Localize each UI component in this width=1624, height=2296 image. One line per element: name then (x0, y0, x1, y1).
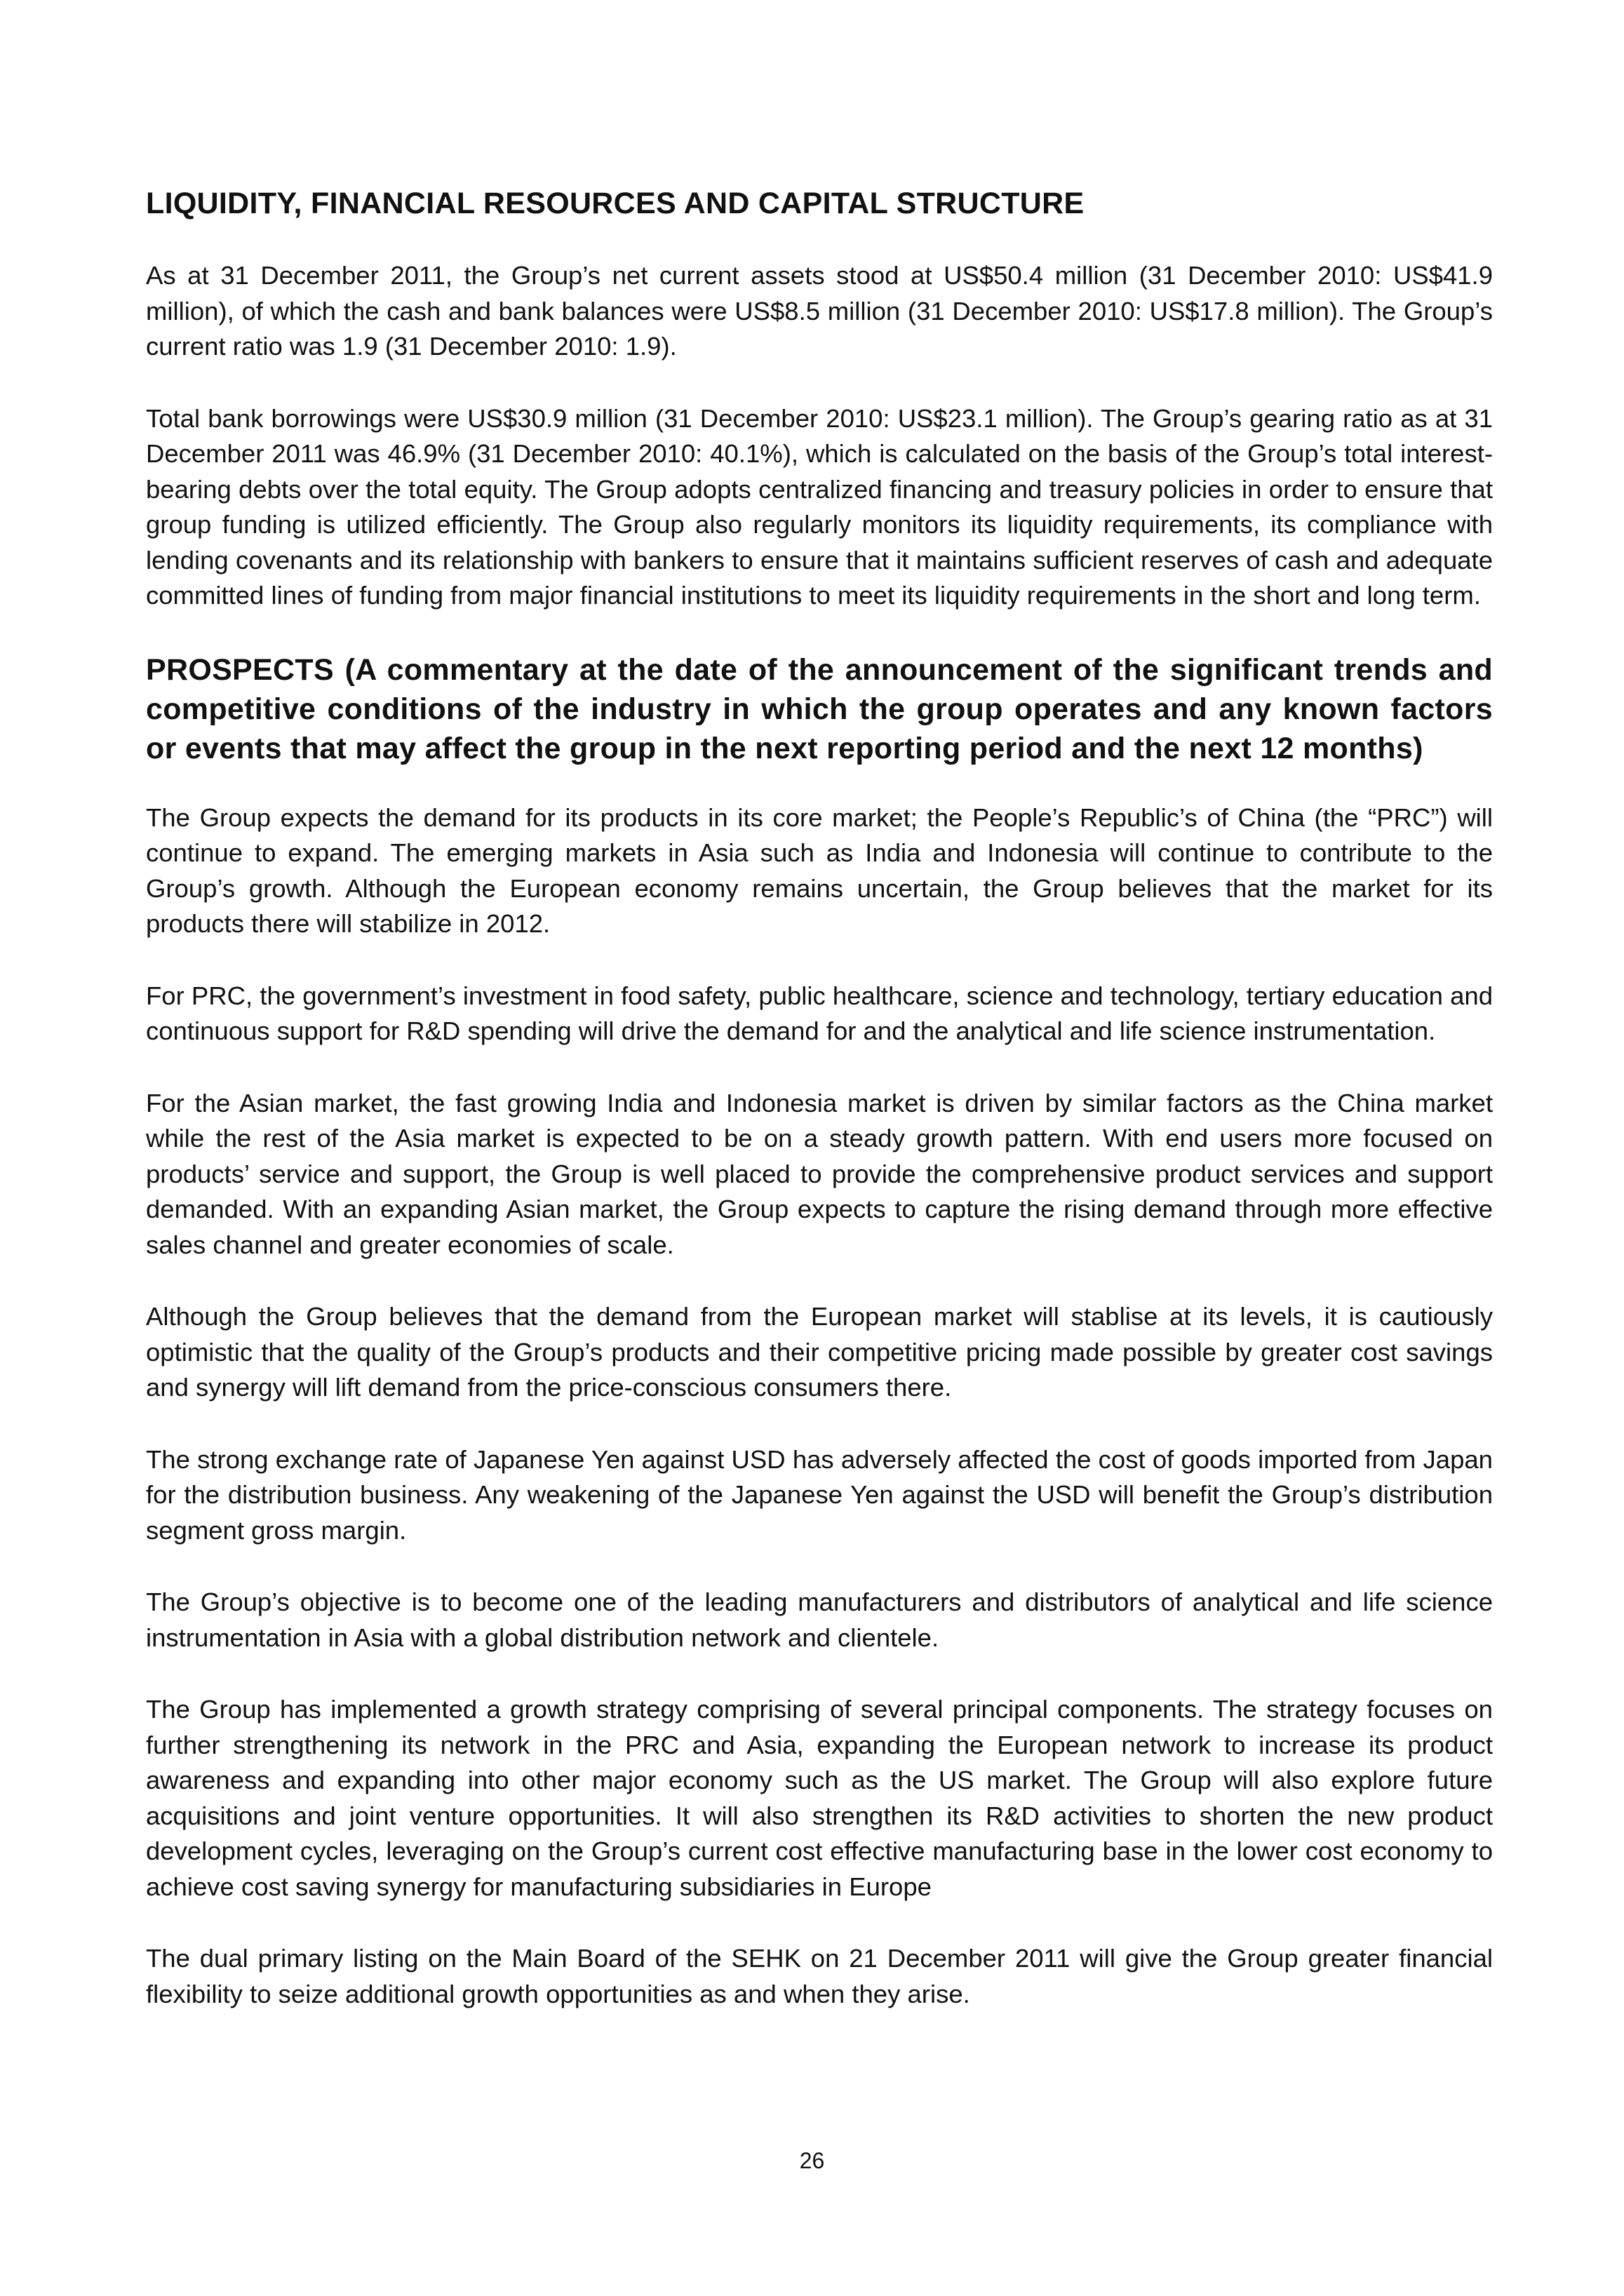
section-heading-prospects: PROSPECTS (A commentary at the date of the announcement of the significant trends and competitive conditions of the industry in which the group operates and any known factors or events that may affect the group in the next reporting period and the next 12 months) (146, 652, 1493, 765)
paragraph-bank-borrowings: Total bank borrowings were US$30.9 million (31 December 2010: US$23.1 million). The Group’s gearing ratio as at 31 December 2011 was 46.9% (31 December 2010: 40.1%), which is calculated on the basis of the Group’s total interest-bearing debts over the total equity. The Group adopts centralized financing and treasury policies in order to ensure that group funding is utilized efficiently. The Group also regularly monitors its liquidity requirements, its compliance with lending covenants and its relationship with bankers to ensure that it maintains sufficient reserves of cash and adequate committed lines of funding from major financial institutions to meet its liquidity requirements in the short and long term. (146, 403, 1493, 610)
document-page (146, 184, 1493, 2048)
paragraph-exchange-rate: The strong exchange rate of Japanese Yen against USD has adversely affected the cost of goods imported from Japan for the distribution business. Any weakening of the Japanese Yen against the USD will benefit the Group’s distribution segment gross margin. (146, 1444, 1493, 1545)
paragraph-net-current-assets: As at 31 December 2011, the Group’s net current assets stood at US$50.4 million (31 December 2010: US$41.9 million), of which the cash and bank balances were US$8.5 million (31 December 2010: US$17.8 million). The Group’s current ratio was 1.9 (31 December 2010: 1.9). (146, 261, 1493, 361)
page-number: 26 (799, 2148, 825, 2173)
paragraph-growth-strategy: The Group has implemented a growth strategy comprising of several principal components. The strategy focuses on further strengthening its network in the PRC and Asia, expanding the European network to increase its product awareness and expanding into other major economy such as the US market. The Group will also explore future acquisitions and joint venture opportunities. It will also strengthen its R&D activities to shorten the new product development cycles, leveraging on the Group’s current cost effective manufacturing base in the lower cost economy to achieve cost saving synergy for manufacturing subsidiaries in Europe (146, 1695, 1493, 1901)
section-heading-liquidity: LIQUIDITY, FINANCIAL RESOURCES AND CAPITAL STRUCTURE (146, 187, 1085, 220)
paragraph-european-market: Although the Group believes that the demand from the European market will stablise at its levels, it is cautiously optimistic that the quality of the Group’s products and their competitive pricing made possible by greater cost savings and synergy will lift demand from the price-conscious consumers there. (146, 1302, 1493, 1402)
paragraph-objective: The Group’s objective is to become one of the leading manufacturers and distributors of analytical and life science instrumentation in Asia with a global distribution network and clientele. (146, 1587, 1493, 1652)
paragraph-prc: For PRC, the government’s investment in food safety, public healthcare, science and technology, tertiary education and continuous support for R&D spending will drive the demand for and the analytical and life science instrumentation. (146, 981, 1493, 1045)
paragraph-core-market: The Group expects the demand for its products in its core market; the People’s Republic’s of China (the “PRC”) will continue to expand. The emerging markets in Asia such as India and Indonesia will continue to contribute to the Group’s growth. Although the European economy remains uncertain, the Group believes that the market for its products there will stabilize in 2012. (146, 803, 1493, 938)
paragraph-asian-market: For the Asian market, the fast growing India and Indonesia market is driven by similar factors as the China market while the rest of the Asia market is expected to be on a steady growth pattern. With end users more focused on products’ service and support, the Group is well placed to provide the comprehensive product services and support demanded. With an expanding Asian market, the Group expects to capture the rising demand through more effective sales channel and greater economies of scale. (146, 1088, 1493, 1259)
paragraph-dual-listing: The dual primary listing on the Main Board of the SEHK on 21 December 2011 will give the Group greater financial flexibility to seize additional growth opportunities as and when they arise. (146, 1944, 1493, 2008)
